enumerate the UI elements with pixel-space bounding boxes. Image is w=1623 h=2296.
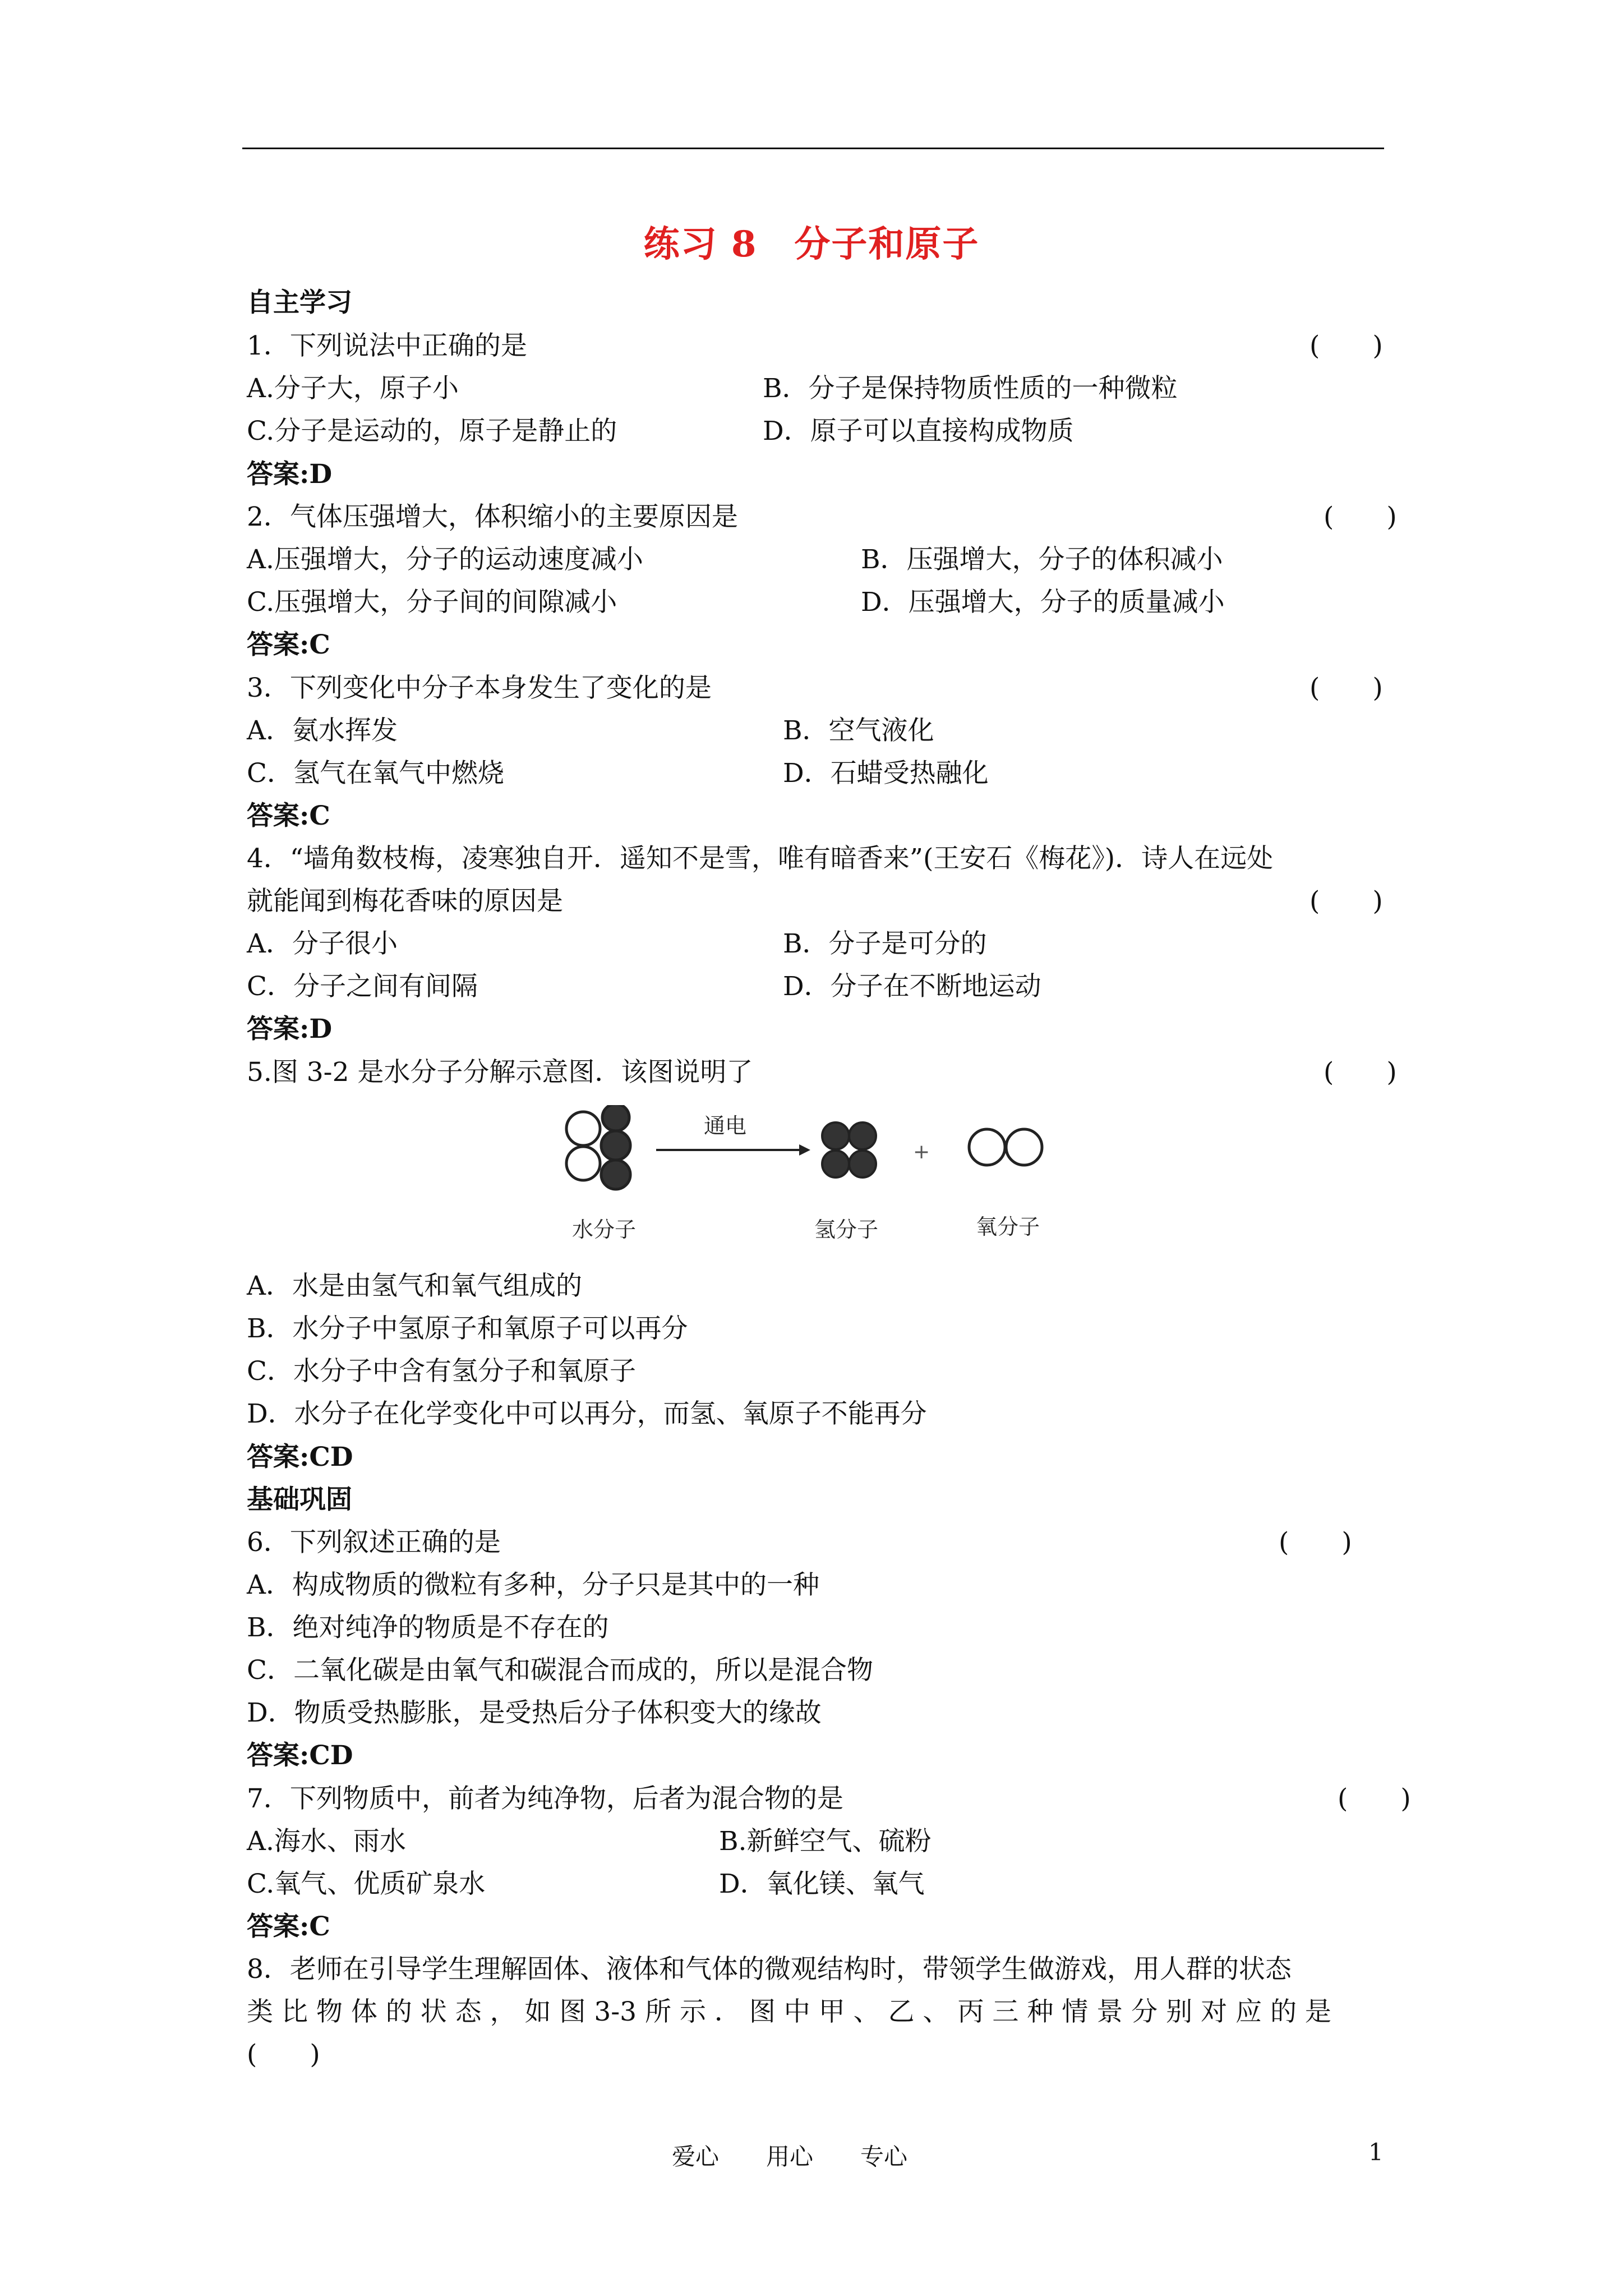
option-d: D．物质受热膨胀，是受热后分子体积变大的缘故: [247, 1697, 822, 1728]
footer-motto: 爱心 用心 专心: [672, 2143, 908, 2170]
answer-blank: ( ): [1324, 1057, 1397, 1088]
option-c: C．氢气在氧气中燃烧: [247, 758, 504, 789]
option-b: B.新鲜空气、硫粉: [719, 1826, 932, 1857]
option-b: B．分子是保持物质性质的一种微粒: [763, 373, 1178, 404]
option-d: D．分子在不断地运动: [783, 971, 1041, 1002]
question-4-stem-cont: 就能闻到梅花香味的原因是: [247, 886, 563, 917]
section-heading: 自主学习: [247, 287, 352, 318]
answer-blank: ( ): [1338, 1783, 1411, 1814]
answer-blank: ( ): [247, 2039, 320, 2070]
option-d: D．原子可以直接构成物质: [763, 416, 1074, 447]
option-d: D．氧化镁、氧气: [719, 1869, 925, 1899]
option-c: C.分子是运动的，原子是静止的: [247, 416, 617, 447]
option-c: C．水分子中含有氢分子和氧原子: [247, 1356, 636, 1387]
answer-blank: ( ): [1324, 501, 1397, 532]
answer: 答案:C: [247, 800, 330, 831]
water-decomposition-diagram: [561, 1105, 1066, 1251]
question-8-stem-cont: 类 比 物 体 的 状 态 ， 如 图 3-3 所 示 ． 图 中 甲 、 乙 、 丙 三 种 情 景 分 别 对 应 的 是: [247, 1996, 1331, 2027]
option-a: A.海水、雨水: [247, 1826, 406, 1857]
section-heading: 基础巩固: [247, 1484, 352, 1515]
question-6-stem: 6．下列叙述正确的是: [247, 1527, 501, 1558]
answer: 答案:D: [247, 459, 333, 490]
answer-blank: ( ): [1310, 673, 1383, 703]
question-5-stem: 5.图 3-2 是水分子分解示意图．该图说明了: [247, 1057, 753, 1088]
page-number: 1: [1368, 2138, 1384, 2166]
option-d: D．石蜡受热融化: [783, 758, 989, 789]
answer: 答案:D: [247, 1014, 333, 1045]
arrow-label: 通电: [704, 1114, 747, 1138]
option-b: B．压强增大，分子的体积减小: [861, 544, 1223, 575]
question-7-stem: 7．下列物质中，前者为纯净物，后者为混合物的是: [247, 1783, 843, 1814]
water-label: 水分子: [572, 1217, 637, 1242]
option-c: C．分子之间有间隔: [247, 971, 478, 1002]
hydrogen-molecules: [822, 1122, 876, 1177]
option-a: A.压强增大，分子的运动速度减小: [247, 544, 643, 575]
answer: 答案:C: [247, 1911, 330, 1942]
option-b: B．水分子中氢原子和氧原子可以再分: [247, 1313, 688, 1344]
answer: 答案:C: [247, 629, 330, 660]
header-rule: [242, 148, 1384, 149]
option-b: B．空气液化: [783, 715, 934, 746]
question-4-stem: 4．“墙角数枝梅，凌寒独自开．遥知不是雪，唯有暗香来”(王安石《梅花》)．诗人在远处: [247, 843, 1274, 874]
question-2-stem: 2．气体压强增大，体积缩小的主要原因是: [247, 501, 738, 532]
arrow: [656, 1144, 810, 1156]
plus-sign: +: [913, 1140, 930, 1163]
option-b: B．分子是可分的: [783, 928, 987, 959]
oxygen-molecule: [969, 1129, 1042, 1165]
option-b: B．绝对纯净的物质是不存在的: [247, 1612, 609, 1643]
option-c: C.压强增大，分子间的间隙减小: [247, 587, 617, 618]
hydrogen-label: 氢分子: [814, 1217, 879, 1242]
option-a: A．分子很小: [247, 928, 398, 959]
answer-blank: ( ): [1279, 1527, 1352, 1558]
answer-blank: ( ): [1310, 886, 1383, 917]
answer: 答案:CD: [247, 1740, 353, 1771]
answer-blank: ( ): [1310, 330, 1383, 361]
option-c: C.氧气、优质矿泉水: [247, 1869, 486, 1899]
option-a: A．水是由氢气和氧气组成的: [247, 1271, 582, 1301]
option-a: A．氨水挥发: [247, 715, 398, 746]
option-d: D．压强增大，分子的质量减小: [861, 587, 1225, 618]
option-a: A.分子大，原子小: [247, 373, 459, 404]
page-title: 练习 8 分子和原子: [643, 223, 980, 265]
option-c: C．二氧化碳是由氧气和碳混合而成的，所以是混合物: [247, 1655, 873, 1686]
option-a: A．构成物质的微粒有多种，分子只是其中的一种: [247, 1570, 819, 1600]
oxygen-label: 氧分子: [976, 1214, 1040, 1239]
answer: 答案:CD: [247, 1442, 353, 1473]
question-1-stem: 1．下列说法中正确的是: [247, 330, 527, 361]
question-3-stem: 3．下列变化中分子本身发生了变化的是: [247, 673, 712, 703]
option-d: D．水分子在化学变化中可以再分，而氢、氧原子不能再分: [247, 1398, 927, 1429]
question-8-stem: 8．老师在引导学生理解固体、液体和气体的微观结构时，带领学生做游戏，用人群的状态: [247, 1954, 1292, 1985]
water-molecule: [566, 1105, 630, 1189]
